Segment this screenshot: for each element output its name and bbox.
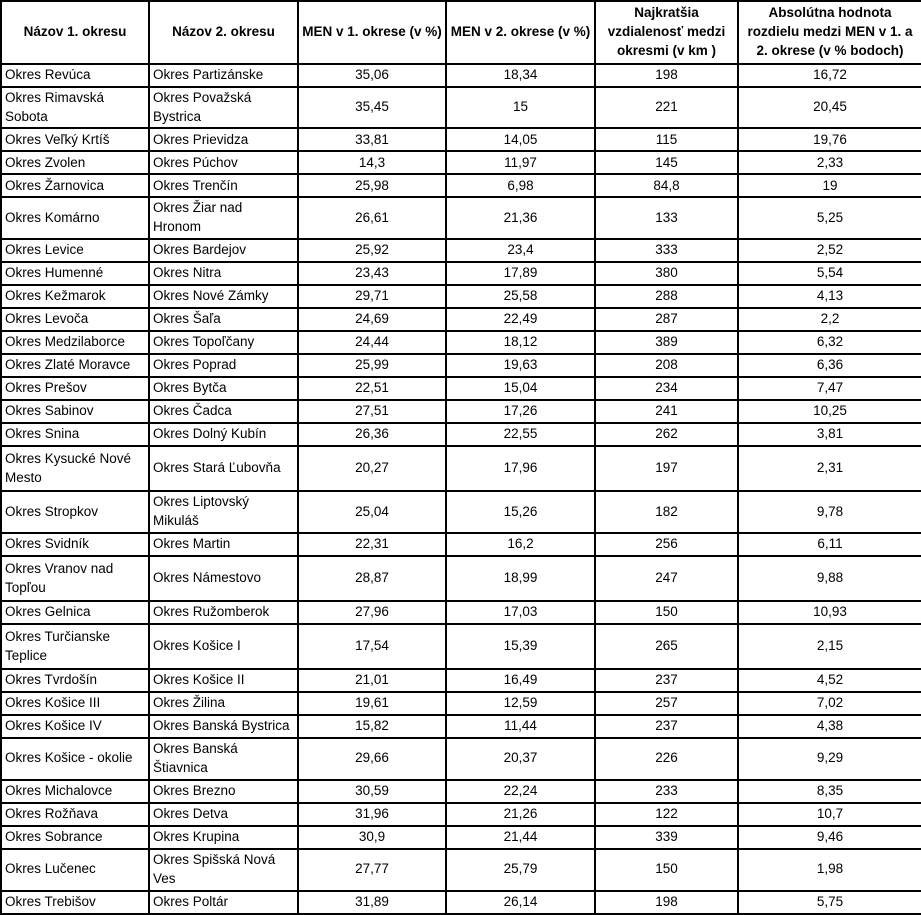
- cell: Okres Žilina: [149, 692, 298, 715]
- cell: 265: [595, 624, 738, 669]
- cell: 20,37: [446, 738, 595, 780]
- cell: 30,9: [298, 826, 446, 849]
- cell: Okres Liptovský Mikuláš: [149, 491, 298, 533]
- cell: 182: [595, 491, 738, 533]
- cell: Okres Dolný Kubín: [149, 423, 298, 446]
- cell: 333: [595, 239, 738, 262]
- cell: 33,81: [298, 128, 446, 151]
- cell: 5,54: [738, 262, 921, 285]
- cell: Okres Stará Ľubovňa: [149, 446, 298, 491]
- cell: 9,46: [738, 826, 921, 849]
- table-row: [1, 803, 921, 826]
- cell: 19,61: [298, 692, 446, 715]
- cell: Okres Snina: [1, 423, 149, 446]
- cell: Okres Košice II: [149, 669, 298, 692]
- table-row: [1, 692, 921, 715]
- cell: 10,7: [738, 803, 921, 826]
- cell: 11,44: [446, 715, 595, 738]
- cell: 10,25: [738, 400, 921, 423]
- cell: 6,11: [738, 533, 921, 556]
- cell: 16,72: [738, 64, 921, 87]
- table-row: [1, 354, 921, 377]
- cell: Okres Veľký Krtíš: [1, 128, 149, 151]
- cell: 27,51: [298, 400, 446, 423]
- cell: 11,97: [446, 151, 595, 174]
- table-body: [1, 64, 921, 914]
- cell: 4,52: [738, 669, 921, 692]
- cell: Okres Michalovce: [1, 780, 149, 803]
- table-row: [1, 601, 921, 624]
- cell: Okres Námestovo: [149, 556, 298, 601]
- cell: Okres Humenné: [1, 262, 149, 285]
- cell: 19,76: [738, 128, 921, 151]
- cell: 29,66: [298, 738, 446, 780]
- cell: 25,92: [298, 239, 446, 262]
- cell: 31,96: [298, 803, 446, 826]
- cell: 22,51: [298, 377, 446, 400]
- cell: Okres Rožňava: [1, 803, 149, 826]
- cell: 10,93: [738, 601, 921, 624]
- cell: Okres Brezno: [149, 780, 298, 803]
- cell: Okres Levoča: [1, 308, 149, 331]
- cell: 29,71: [298, 285, 446, 308]
- cell: 256: [595, 533, 738, 556]
- cell: 25,79: [446, 849, 595, 891]
- cell: 5,25: [738, 197, 921, 239]
- cell: 22,49: [446, 308, 595, 331]
- cell: 2,2: [738, 308, 921, 331]
- table-row: [1, 331, 921, 354]
- cell: 2,31: [738, 446, 921, 491]
- cell: Okres Detva: [149, 803, 298, 826]
- table-row: [1, 197, 921, 239]
- cell: Okres Zlaté Moravce: [1, 354, 149, 377]
- header-cell-col1: Názov 2. okresu: [149, 1, 298, 64]
- header-cell-col0: Názov 1. okresu: [1, 1, 149, 64]
- cell: 115: [595, 128, 738, 151]
- cell: 15,39: [446, 624, 595, 669]
- cell: Okres Považská Bystrica: [149, 87, 298, 129]
- cell: 21,01: [298, 669, 446, 692]
- cell: 257: [595, 692, 738, 715]
- cell: 9,29: [738, 738, 921, 780]
- cell: Okres Banská Bystrica: [149, 715, 298, 738]
- cell: 16,2: [446, 533, 595, 556]
- cell: 150: [595, 849, 738, 891]
- cell: 14,05: [446, 128, 595, 151]
- cell: Okres Rimavská Sobota: [1, 87, 149, 129]
- cell: Okres Levice: [1, 239, 149, 262]
- cell: 8,35: [738, 780, 921, 803]
- cell: Okres Košice III: [1, 692, 149, 715]
- cell: Okres Bardejov: [149, 239, 298, 262]
- cell: 1,98: [738, 849, 921, 891]
- cell: Okres Sabinov: [1, 400, 149, 423]
- cell: 221: [595, 87, 738, 129]
- table-row: [1, 446, 921, 491]
- cell: 133: [595, 197, 738, 239]
- cell: 197: [595, 446, 738, 491]
- table-row: [1, 239, 921, 262]
- cell: 30,59: [298, 780, 446, 803]
- cell: Okres Prievidza: [149, 128, 298, 151]
- table-header: [1, 1, 921, 64]
- cell: Okres Trebišov: [1, 891, 149, 914]
- cell: Okres Žarnovica: [1, 174, 149, 197]
- cell: 237: [595, 715, 738, 738]
- cell: 233: [595, 780, 738, 803]
- header-cell-col5: Absolútna hodnota rozdielu medzi MEN v 1. a 2. okrese (v % bodoch): [738, 1, 921, 64]
- cell: Okres Kežmarok: [1, 285, 149, 308]
- cell: 27,96: [298, 601, 446, 624]
- cell: Okres Šaľa: [149, 308, 298, 331]
- cell: 22,55: [446, 423, 595, 446]
- table-row: [1, 285, 921, 308]
- cell: 18,34: [446, 64, 595, 87]
- table-row: [1, 780, 921, 803]
- table-row: [1, 87, 921, 129]
- cell: 35,45: [298, 87, 446, 129]
- table-row: [1, 624, 921, 669]
- cell: 25,98: [298, 174, 446, 197]
- cell: 237: [595, 669, 738, 692]
- cell: 17,26: [446, 400, 595, 423]
- cell: 26,61: [298, 197, 446, 239]
- cell: 5,75: [738, 891, 921, 914]
- cell: 27,77: [298, 849, 446, 891]
- table-row: [1, 308, 921, 331]
- cell: 247: [595, 556, 738, 601]
- cell: Okres Nové Zámky: [149, 285, 298, 308]
- cell: 12,59: [446, 692, 595, 715]
- cell: 25,58: [446, 285, 595, 308]
- cell: Okres Ružomberok: [149, 601, 298, 624]
- cell: Okres Krupina: [149, 826, 298, 849]
- cell: Okres Revúca: [1, 64, 149, 87]
- cell: 20,27: [298, 446, 446, 491]
- cell: 9,78: [738, 491, 921, 533]
- cell: 21,44: [446, 826, 595, 849]
- table-row: [1, 556, 921, 601]
- header-cell-col3: MEN v 2. okrese (v %): [446, 1, 595, 64]
- cell: Okres Svidník: [1, 533, 149, 556]
- cell: Okres Topoľčany: [149, 331, 298, 354]
- cell: 16,49: [446, 669, 595, 692]
- table-row: [1, 715, 921, 738]
- cell: 15,04: [446, 377, 595, 400]
- table-row: [1, 128, 921, 151]
- cell: 226: [595, 738, 738, 780]
- cell: 23,4: [446, 239, 595, 262]
- cell: Okres Prešov: [1, 377, 149, 400]
- cell: 18,99: [446, 556, 595, 601]
- cell: 198: [595, 64, 738, 87]
- cell: Okres Žiar nad Hronom: [149, 197, 298, 239]
- cell: 28,87: [298, 556, 446, 601]
- cell: 9,88: [738, 556, 921, 601]
- cell: 24,69: [298, 308, 446, 331]
- cell: 7,47: [738, 377, 921, 400]
- table-row: [1, 400, 921, 423]
- cell: 22,24: [446, 780, 595, 803]
- cell: Okres Partizánske: [149, 64, 298, 87]
- cell: 6,36: [738, 354, 921, 377]
- cell: 22,31: [298, 533, 446, 556]
- cell: 262: [595, 423, 738, 446]
- table-row: [1, 64, 921, 87]
- header-cell-col2: MEN v 1. okrese (v %): [298, 1, 446, 64]
- cell: 2,33: [738, 151, 921, 174]
- cell: Okres Komárno: [1, 197, 149, 239]
- cell: 6,32: [738, 331, 921, 354]
- cell: 15,26: [446, 491, 595, 533]
- cell: 26,14: [446, 891, 595, 914]
- cell: 288: [595, 285, 738, 308]
- cell: 2,15: [738, 624, 921, 669]
- cell: Okres Trenčín: [149, 174, 298, 197]
- cell: 35,06: [298, 64, 446, 87]
- cell: Okres Poltár: [149, 891, 298, 914]
- cell: 24,44: [298, 331, 446, 354]
- cell: 17,54: [298, 624, 446, 669]
- cell: 389: [595, 331, 738, 354]
- table-row: [1, 891, 921, 914]
- table-row: [1, 849, 921, 891]
- cell: Okres Kysucké Nové Mesto: [1, 446, 149, 491]
- cell: 15,82: [298, 715, 446, 738]
- cell: 17,89: [446, 262, 595, 285]
- cell: 6,98: [446, 174, 595, 197]
- cell: Okres Poprad: [149, 354, 298, 377]
- cell: Okres Košice IV: [1, 715, 149, 738]
- cell: Okres Košice - okolie: [1, 738, 149, 780]
- cell: 198: [595, 891, 738, 914]
- cell: Okres Martin: [149, 533, 298, 556]
- table-row: [1, 151, 921, 174]
- header-cell-col4: Najkratšia vzdialenosť medzi okresmi (v km ): [595, 1, 738, 64]
- cell: Okres Banská Štiavnica: [149, 738, 298, 780]
- cell: Okres Spišská Nová Ves: [149, 849, 298, 891]
- cell: Okres Gelnica: [1, 601, 149, 624]
- cell: 150: [595, 601, 738, 624]
- cell: 19,63: [446, 354, 595, 377]
- cell: 339: [595, 826, 738, 849]
- table-row: [1, 491, 921, 533]
- cell: 23,43: [298, 262, 446, 285]
- table-row: [1, 826, 921, 849]
- cell: 21,36: [446, 197, 595, 239]
- cell: 4,13: [738, 285, 921, 308]
- cell: 19: [738, 174, 921, 197]
- table-row: [1, 262, 921, 285]
- cell: 122: [595, 803, 738, 826]
- cell: 3,81: [738, 423, 921, 446]
- table-row: [1, 423, 921, 446]
- cell: Okres Lučenec: [1, 849, 149, 891]
- cell: 26,36: [298, 423, 446, 446]
- table-row: [1, 533, 921, 556]
- cell: 287: [595, 308, 738, 331]
- cell: 4,38: [738, 715, 921, 738]
- cell: Okres Košice I: [149, 624, 298, 669]
- cell: 18,12: [446, 331, 595, 354]
- cell: Okres Nitra: [149, 262, 298, 285]
- cell: Okres Púchov: [149, 151, 298, 174]
- cell: 234: [595, 377, 738, 400]
- cell: 20,45: [738, 87, 921, 129]
- cell: Okres Bytča: [149, 377, 298, 400]
- table-row: [1, 377, 921, 400]
- cell: 17,03: [446, 601, 595, 624]
- cell: 25,04: [298, 491, 446, 533]
- cell: Okres Sobrance: [1, 826, 149, 849]
- cell: 241: [595, 400, 738, 423]
- table-row: [1, 738, 921, 780]
- cell: Okres Zvolen: [1, 151, 149, 174]
- cell: 15: [446, 87, 595, 129]
- cell: 21,26: [446, 803, 595, 826]
- table-row: [1, 669, 921, 692]
- cell: 208: [595, 354, 738, 377]
- cell: Okres Medzilaborce: [1, 331, 149, 354]
- table-row: [1, 174, 921, 197]
- cell: 31,89: [298, 891, 446, 914]
- cell: 14,3: [298, 151, 446, 174]
- cell: Okres Turčianske Teplice: [1, 624, 149, 669]
- cell: Okres Čadca: [149, 400, 298, 423]
- cell: Okres Tvrdošín: [1, 669, 149, 692]
- cell: Okres Stropkov: [1, 491, 149, 533]
- cell: 17,96: [446, 446, 595, 491]
- cell: 84,8: [595, 174, 738, 197]
- header-row: [1, 1, 921, 64]
- cell: 2,52: [738, 239, 921, 262]
- cell: 380: [595, 262, 738, 285]
- cell: 25,99: [298, 354, 446, 377]
- cell: 145: [595, 151, 738, 174]
- cell: 7,02: [738, 692, 921, 715]
- cell: Okres Vranov nad Topľou: [1, 556, 149, 601]
